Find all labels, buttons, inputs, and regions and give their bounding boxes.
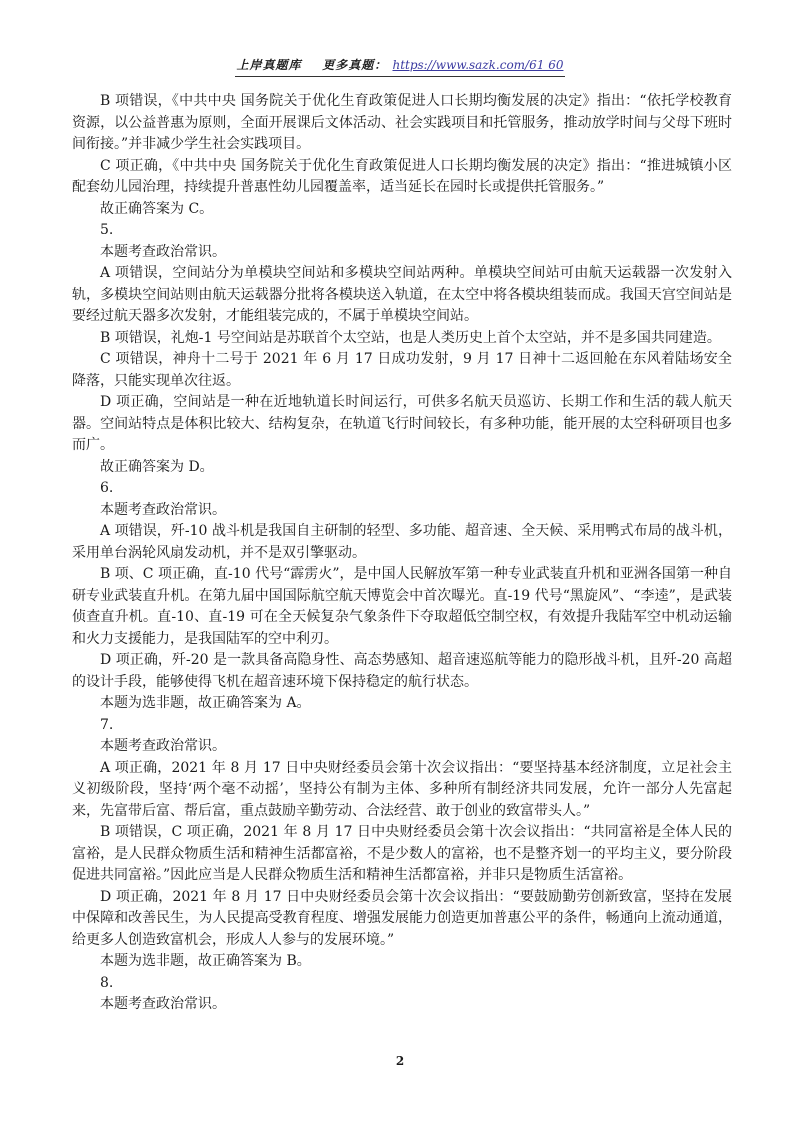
- page-number: 2: [395, 1054, 405, 1068]
- paragraph: 本题考查政治常识。: [100, 738, 226, 754]
- paragraph: B 项错误，C 项正确，2021 年 8 月 17 日中央财经委员会第十次会议指出：“共同富裕是全体人民的富裕，是人民群众物质生活和精神生活都富裕，不是少数人的富裕，也不是整齐划一的平均主义，要分阶段促进共同富裕。”因此应当是人民群众物质生活和精神生活都富裕，并非只是物质生活富裕。: [72, 824, 732, 883]
- header-site-title: 上岸真题库: [236, 58, 302, 72]
- paragraph: 5.: [100, 222, 114, 238]
- paragraph: A 项错误，空间站分为单模块空间站和多模块空间站两种。单模块空间站可由航天运载器一次发射入轨，多模块空间站则由航天运载器分批将各模块送入轨道，在太空中将各模块组装而成。我国天宫空间站是要经过航天器多次发射，才能组装完成的，不属于单模块空间站。: [72, 265, 732, 324]
- paragraph: 7.: [100, 716, 114, 733]
- page-header: [0, 56, 800, 73]
- paragraph: B 项错误，礼炮-1 号空间站是苏联首个太空站，也是人类历史上首个太空站，并不是多国共同建造。: [100, 329, 721, 346]
- paragraph: 故正确答案为 C。: [100, 200, 214, 217]
- paragraph: 本题考查政治常识。: [100, 243, 226, 260]
- paragraph: B 项、C 项正确，直-10 代号“霹雳火”，是中国人民解放军第一种专业武装直升机和亚洲各国第一种自研专业武装直升机。在第九届中国国际航空航天博览会中首次曝光。直-19 代号“黑旋风”、“李逵”，是武装侦查直升机。直-10、直-19 可在全天候复杂气象条件下夺取超低空制空权，有效提升我陆军空中机动运输和火力支援能力，是我国陆军的空中利刃。: [72, 566, 732, 647]
- paragraph: 本题考查政治常识。: [100, 996, 226, 1012]
- paragraph: 8.: [100, 974, 114, 991]
- paragraph: A 项错误，歼-10 战斗机是我国自主研制的轻型、多功能、超音速、全天候、采用鸭式布局的战斗机，采用单台涡轮风扇发动机，并不是双引擎驱动。: [72, 523, 732, 561]
- document-body: [72, 91, 732, 1016]
- paragraph: B 项错误，《中共中央 国务院关于优化生育政策促进人口长期均衡发展的决定》指出：“依托学校教育资源，以公益普惠为原则，全面开展课后文体活动、社会实践项目和托管服务，推动放学时间与父母下班时间衔接。”并非减少学生社会实践项目。: [72, 93, 732, 152]
- header-rule: [235, 76, 565, 77]
- paragraph: 本题考查政治常识。: [100, 501, 226, 518]
- paragraph: A 项正确，2021 年 8 月 17 日中央财经委员会第十次会议指出：“要坚持基本经济制度，立足社会主义初级阶段，坚持‘两个毫不动摇’，坚持公有制为主体、多种所有制经济共同发展，允许一部分人先富起来，先富带后富、帮后富，重点鼓励辛勤劳动、合法经营、敢于创业的致富带头人。”: [72, 759, 732, 819]
- paragraph: D 项正确，歼-20 是一款具备高隐身性、高态势感知、超音速巡航等能力的隐形战斗机，且歼-20 高超的设计手段，能够使得飞机在超音速环境下保持稳定的航行状态。: [72, 652, 732, 690]
- paragraph: D 项正确，2021 年 8 月 17 日中央财经委员会第十次会议指出：“要鼓励勤劳创新致富，坚持在发展中保障和改善民生，为人民提高受教育程度、增强发展能力创造更加普惠公平的条件，畅通向上流动通道，给更多人创造致富机会，形成人人参与的发展环境。”: [72, 888, 732, 948]
- header-url-link[interactable]: https://www.sazk.com/61 60: [392, 58, 564, 72]
- paragraph: 本题为选非题，故正确答案为 A。: [100, 695, 311, 711]
- paragraph: 故正确答案为 D。: [100, 458, 214, 475]
- paragraph: D 项正确，空间站是一种在近地轨道长时间运行，可供多名航天员巡访、长期工作和生活的载人航天器。空间站特点是体积比较大、结构复杂，在轨道飞行时间较长，有多种功能，能开展的太空科研项目也多而广。: [72, 394, 732, 453]
- paragraph: 6.: [100, 480, 114, 496]
- header-more-label: 更多真题：: [322, 58, 388, 72]
- paragraph: 本题为选非题，故正确答案为 B。: [100, 953, 311, 969]
- paragraph: C 项错误，神舟十二号于 2021 年 6 月 17 日成功发射，9 月 17 日神十二返回舱在东风着陆场安全降落，只能实现单次往返。: [72, 351, 732, 389]
- paragraph: C 项正确，《中共中央 国务院关于优化生育政策促进人口长期均衡发展的决定》指出：“推进城镇小区配套幼儿园治理，持续提升普惠性幼儿园覆盖率，适当延长在园时长或提供托管服务。”: [72, 157, 732, 195]
